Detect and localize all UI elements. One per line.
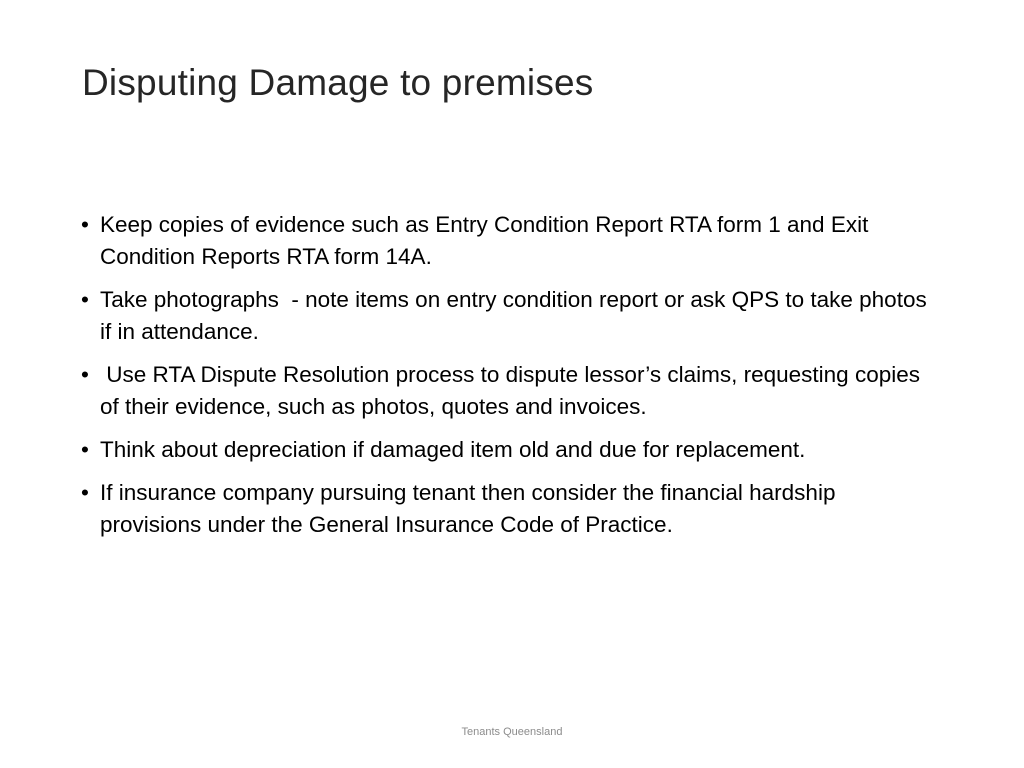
- bullet-item: [79, 209, 939, 273]
- bullet-text: Think about depreciation if damaged item old and due for replacement.: [100, 437, 806, 462]
- bullet-item: [79, 359, 939, 423]
- bullet-icon: •: [81, 480, 89, 505]
- slide-footer: Tenants Queensland: [461, 726, 563, 738]
- bullet-text: If insurance company pursuing tenant then consider the financial hardship provisions under the General Insurance Code of Practice.: [100, 480, 842, 537]
- bullet-list: [79, 209, 939, 552]
- bullet-item: [79, 477, 939, 541]
- bullet-icon: •: [81, 287, 89, 312]
- bullet-text: Keep copies of evidence such as Entry Condition Report RTA form 1 and Exit Condition Reports RTA form 14A.: [100, 212, 875, 269]
- bullet-item: [79, 434, 939, 466]
- bullet-text: Use RTA Dispute Resolution process to dispute lessor’s claims, requesting copies of their evidence, such as photos, quotes and invoices.: [100, 362, 927, 419]
- slide-title: Disputing Damage to premises: [82, 62, 594, 103]
- bullet-icon: •: [81, 362, 89, 387]
- bullet-icon: •: [81, 212, 89, 237]
- bullet-text: Take photographs - note items on entry condition report or ask QPS to take photos if in attendance.: [100, 287, 933, 344]
- bullet-icon: •: [81, 437, 89, 462]
- bullet-item: [79, 284, 939, 348]
